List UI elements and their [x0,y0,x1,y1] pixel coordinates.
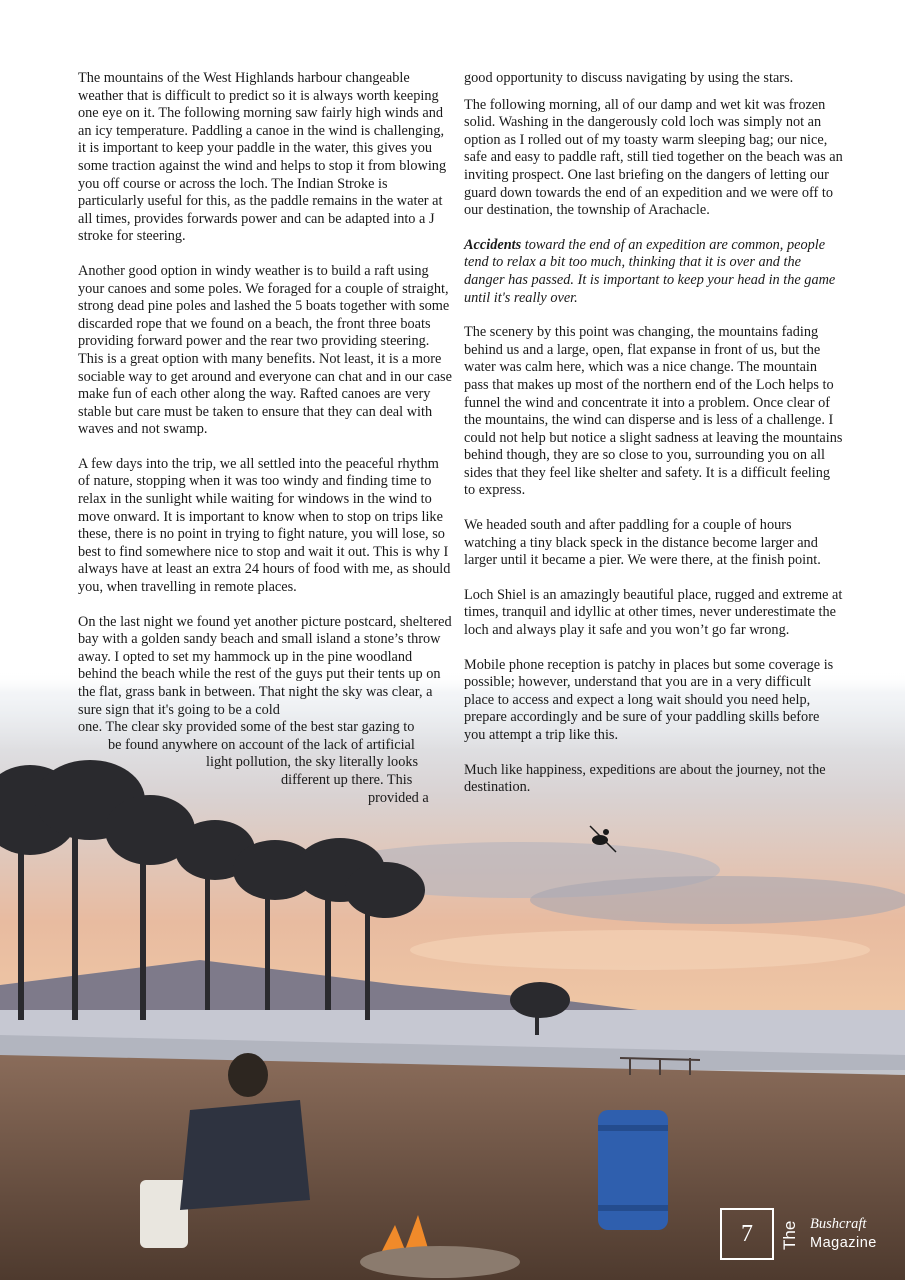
paragraph: The mountains of the West Highlands harbour changeable weather that is difficult to predict so it is always worth keeping one eye on it. The following morning saw fairly high winds and an icy temperature. Paddling a canoe in the wind is challenging, it is important to keep your paddle in the water, this gives you some traction against the wind and helps to stop it from blowing you off course or across the loch. The Indian Stroke is particularly useful for this, as the paddle remains in the water at all times, provides forwards power and can be adapted into a J stroke for steering. [78,70,447,245]
paragraph: good opportunity to discuss navigating by using the stars. [464,70,794,86]
paragraph-stepped-tail [78,719,454,807]
paragraph: The following morning, all of our damp and wet kit was frozen solid. Washing in the dangerously cold loch was simply not an option as I rolled out of my toasty warm sleeping bag; our nice, safe and easy to paddle raft, still tied together on the beach was an inviting prospect. One last briefing on the dangers of letting our guard down towards the end of an expedition and we were off to our destination, the township of Arachacle. [464,96,843,219]
right-column [464,70,844,814]
tail-line: one. The clear sky provided some of the best star gazing to [78,719,415,736]
callout-paragraph [464,237,844,307]
left-column [78,70,454,807]
tail-line: light pollution, the sky literally looks [206,754,419,771]
page-number: 7 [720,1208,774,1260]
paragraph: A few days into the trip, we all settled into the peaceful rhythm of nature, stopping when it was too windy and finding time to relax in the sunlight while waiting for windows in the wind to move onward. It is important to know when to stop on trips like these, there is no point in trying to fight nature, you will lose, so best to find somewhere nice to stop and wait it out. This is why I always have at least an extra 24 hours of food with me, as should you, when travelling in remote places. [78,455,451,596]
paragraph: We headed south and after paddling for a couple of hours watching a tiny black speck in the distance become larger and larger until it became a pier. We were there, at the finish point. [464,517,821,569]
paragraph-last-night [78,614,454,720]
paragraph: Mobile phone reception is patchy in places but some coverage is possible; however, understand that you are in a very difficult place to access and expect a long wait should you need help, prepare accordingly and be sure of your paddling skills before you attempt a trip like this. [464,656,834,743]
callout-bold: Accidents [464,236,522,253]
tail-line: different up there. This [281,771,413,788]
paragraph: Loch Shiel is an amazingly beautiful place, rugged and extreme at times, tranquil and idyllic at other times, never underestimate the loch and always play it safe and you won’t go far wrong. [464,586,843,639]
paragraph: Another good option in windy weather is to build a raft using your canoes and some poles. We foraged for a couple of straight, strong dead pine poles and lashed the 5 boats together with some discarded rope that we found on a beach, the front three boats providing forward power and the rear two providing steering. This is a great option with many benefits. Not least, it is a more sociable way to get around and everyone can chat and in our case make fun of each other along the way. Rafted canoes are very stable but care must be taken to ensure that they can deal with waves and not swamp. [78,262,452,438]
tail-line: be found anywhere on account of the lack of artificial [108,736,415,753]
paragraph: Much like happiness, expeditions are about the journey, not the destination. [464,761,826,796]
paragraph: The scenery by this point was changing, the mountains fading behind us and a large, open, flat expanse in front of us, but the water was calm here, which was a nice change. The mountain pass that makes up most of the northern end of the Loch helps to funnel the wind and concentrate it into a problem. Once clear of the mountains, the wind can disperse and is less of a challenge. I could not help but notice a slight sadness at leaving the mountains behind though, they are so close to you, surrounding you on all sides that they feel like shelter and safety. It is a difficult feeling to express. [464,324,843,499]
tail-line: provided a [368,789,429,806]
magazine-name-line1: Bushcraft [810,1216,867,1232]
magazine-the-label: The [780,1220,799,1250]
paragraph-text: On the last night we found yet another picture postcard, sheltered bay with a golden sandy beach and small island a stone’s throw away. I opted to set my hammock up in the pine woodland behind the beach while the rest of the guys put their tents up on the flat, grass bank in between. That night the sky was clear, a sure sign that it's going to be a cold [78,613,452,718]
magazine-name-line2: Magazine [810,1235,877,1251]
callout-text: toward the end of an expedition are common, people tend to relax a bit too much, thinking that it is over and the danger has passed. It is important to keep your head in the game until it's really over. [464,236,836,306]
